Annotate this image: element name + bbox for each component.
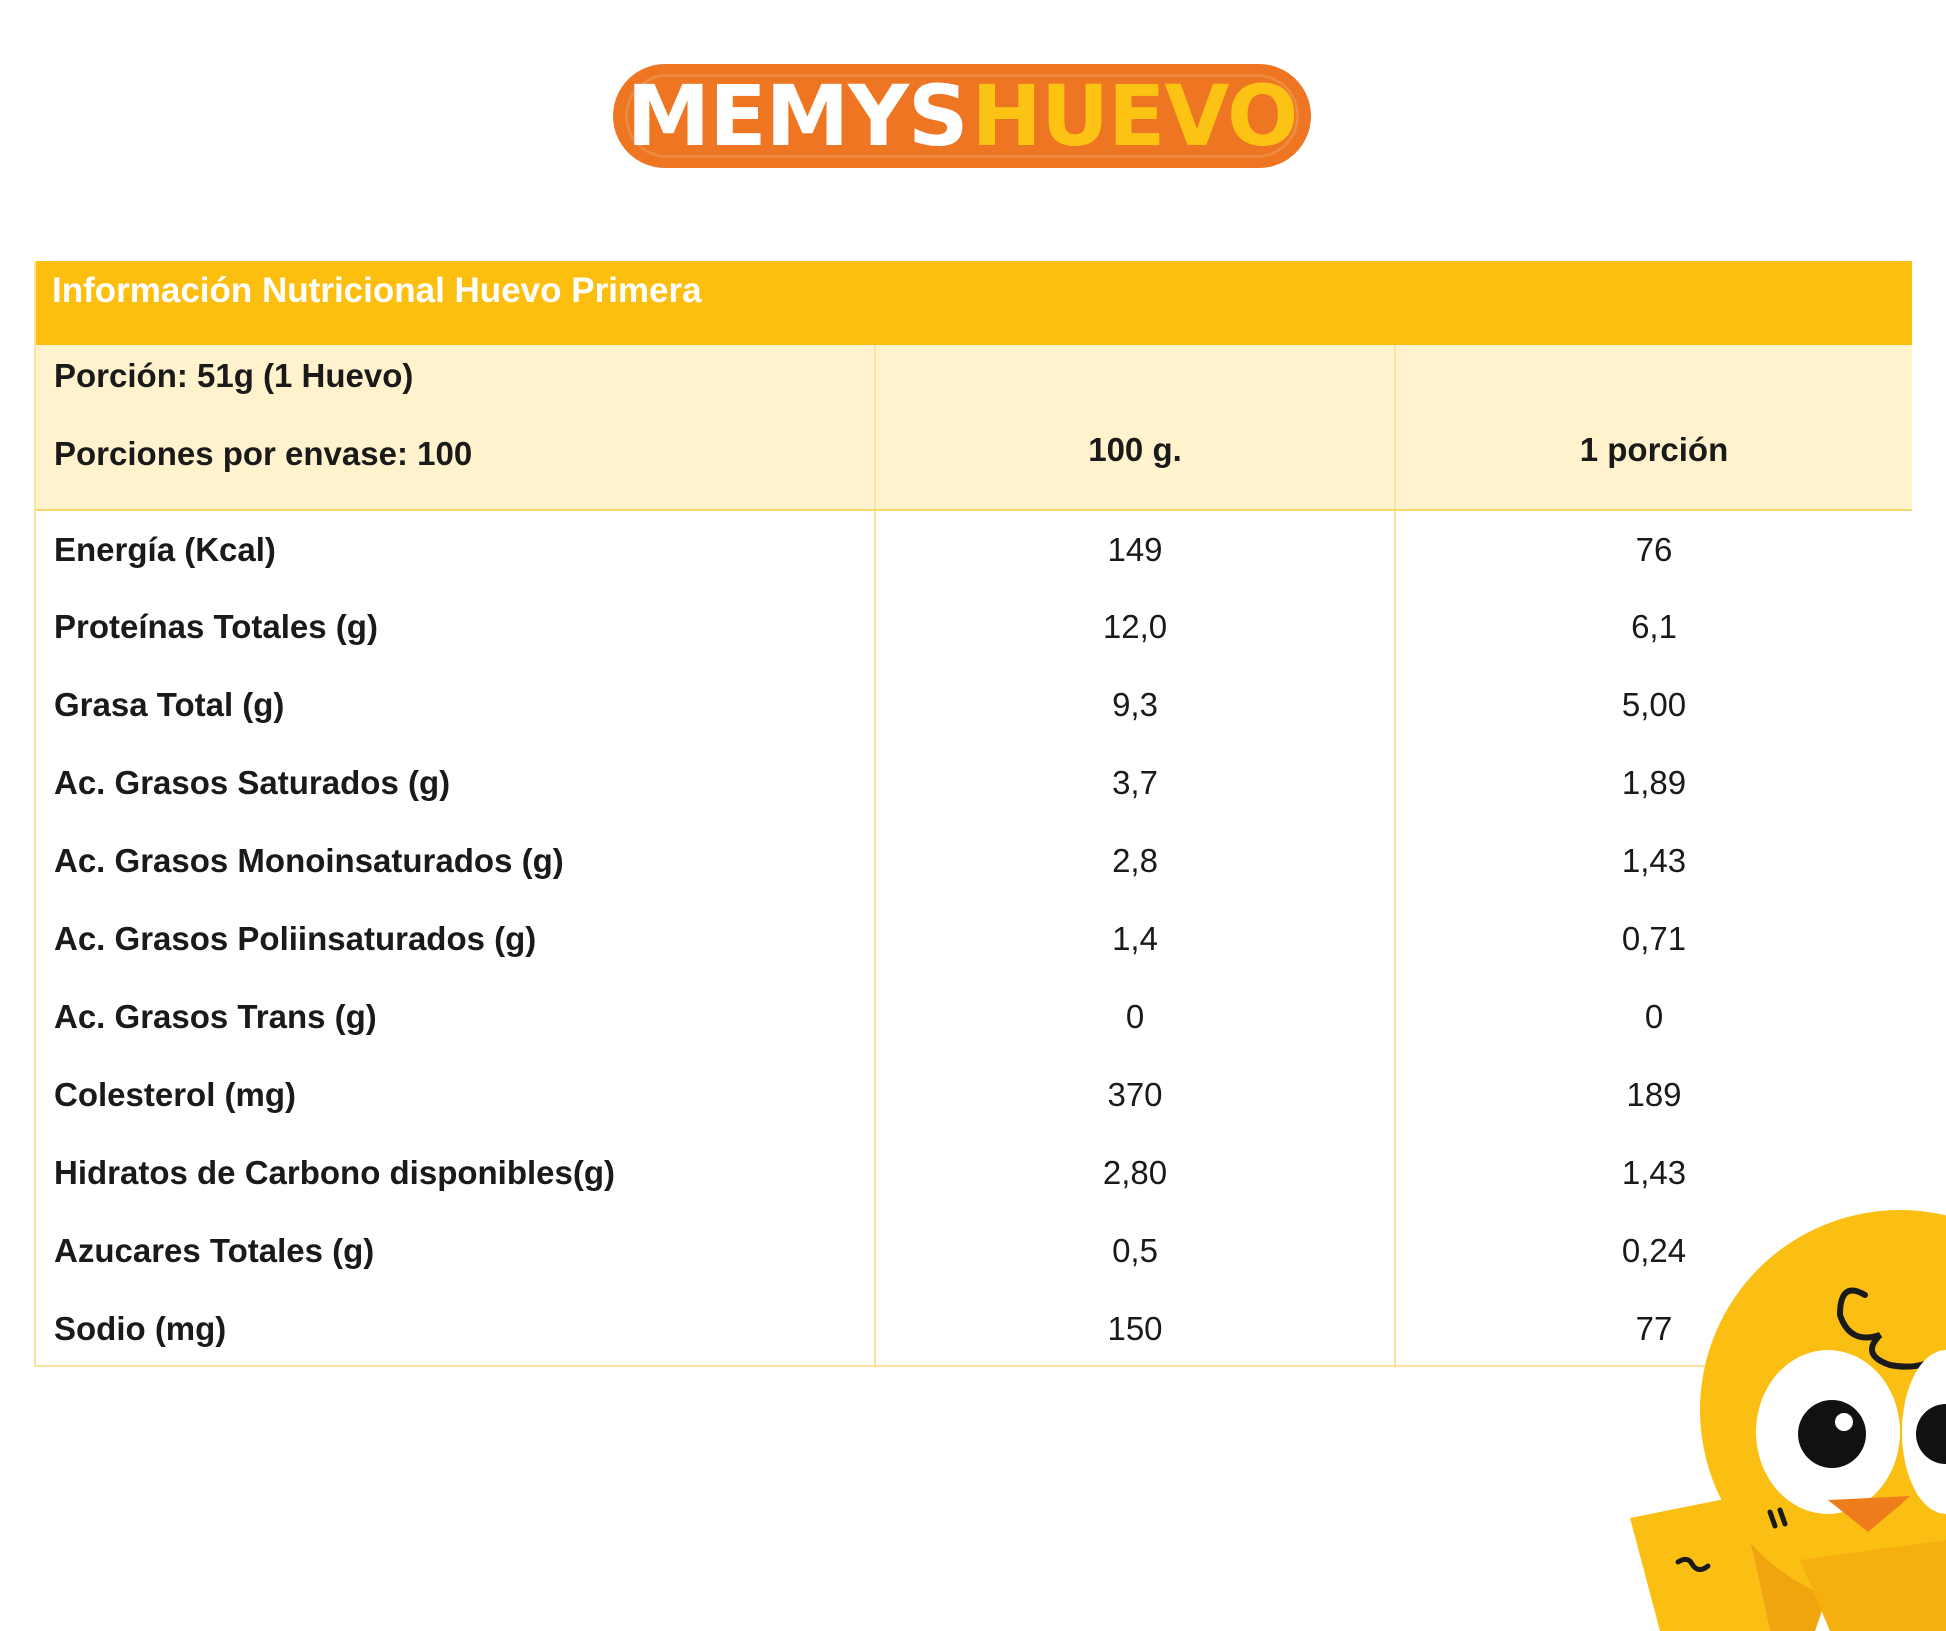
value-portion: 76: [1635, 530, 1673, 568]
table-title: Información Nutricional Huevo Primera: [34, 261, 1912, 345]
table-row: [34, 744, 1912, 822]
nutrient-label: Hidratos de Carbono disponibles(g): [34, 1134, 875, 1212]
value-100g: 3,7: [875, 744, 1395, 822]
logo-text: [613, 64, 1311, 168]
value-100g: 12,0: [875, 588, 1395, 666]
table-row: [34, 588, 1912, 666]
nutrient-label: Ac. Grasos Saturados (g): [34, 744, 875, 822]
value-100g: 2,80: [875, 1134, 1395, 1212]
value-100g: 2,8: [875, 822, 1395, 900]
table-row: [34, 978, 1912, 1056]
logo-word-huevo: HUEVO: [971, 67, 1298, 165]
table-row: [34, 822, 1912, 900]
value-portion: 77: [1635, 1310, 1673, 1347]
nutrient-label: Energía (Kcal): [34, 510, 875, 588]
column-header-portion: 1 porción: [1395, 345, 1912, 510]
value-portion: 6,1: [1631, 608, 1677, 645]
value-100g: 370: [875, 1056, 1395, 1134]
value-portion: 189: [1626, 1076, 1682, 1113]
chick-eye-glint-left: [1835, 1413, 1853, 1431]
value-portion: 0: [1644, 998, 1664, 1035]
value-portion: 1,43: [1621, 842, 1687, 879]
value-100g: 149: [875, 510, 1395, 588]
table-header-row: [34, 345, 1912, 510]
table-title-row: [34, 261, 1912, 345]
nutrient-label: Proteínas Totales (g): [34, 588, 875, 666]
value-portion: 1,89: [1621, 764, 1687, 801]
nutrient-label: Sodio (mg): [34, 1290, 875, 1368]
value-100g: 9,3: [875, 666, 1395, 744]
table-row: [34, 900, 1912, 978]
table-row: [34, 510, 1912, 588]
serving-info-cell: [34, 345, 875, 510]
value-100g: 1,4: [875, 900, 1395, 978]
nutrient-label: Azucares Totales (g): [34, 1212, 875, 1290]
servings-per-package: Porciones por envase: 100: [54, 435, 473, 472]
chick-mascot-icon: [1600, 1200, 1946, 1631]
chick-mascot-svg: [1600, 1200, 1946, 1631]
value-100g: 0: [875, 978, 1395, 1056]
value-100g: 150: [875, 1290, 1395, 1368]
value-100g: 0,5: [875, 1212, 1395, 1290]
nutrient-label: Colesterol (mg): [34, 1056, 875, 1134]
value-portion: 1,43: [1621, 1154, 1687, 1191]
nutrient-label: Ac. Grasos Poliinsaturados (g): [34, 900, 875, 978]
column-header-100g: 100 g.: [875, 345, 1395, 510]
value-portion: 0,71: [1621, 920, 1687, 957]
table-row: [34, 666, 1912, 744]
nutrient-label: Ac. Grasos Trans (g): [34, 978, 875, 1056]
brand-logo: [613, 64, 1311, 168]
serving-size: Porción: 51g (1 Huevo): [54, 357, 414, 394]
table-row: [34, 1056, 1912, 1134]
logo-word-memys: MEMYS: [626, 67, 968, 165]
chick-pupil-left: [1798, 1400, 1866, 1468]
nutrient-label: Ac. Grasos Monoinsaturados (g): [34, 822, 875, 900]
value-portion: 5,00: [1621, 686, 1687, 723]
value-portion: 0,24: [1621, 1232, 1687, 1269]
nutrient-label: Grasa Total (g): [34, 666, 875, 744]
